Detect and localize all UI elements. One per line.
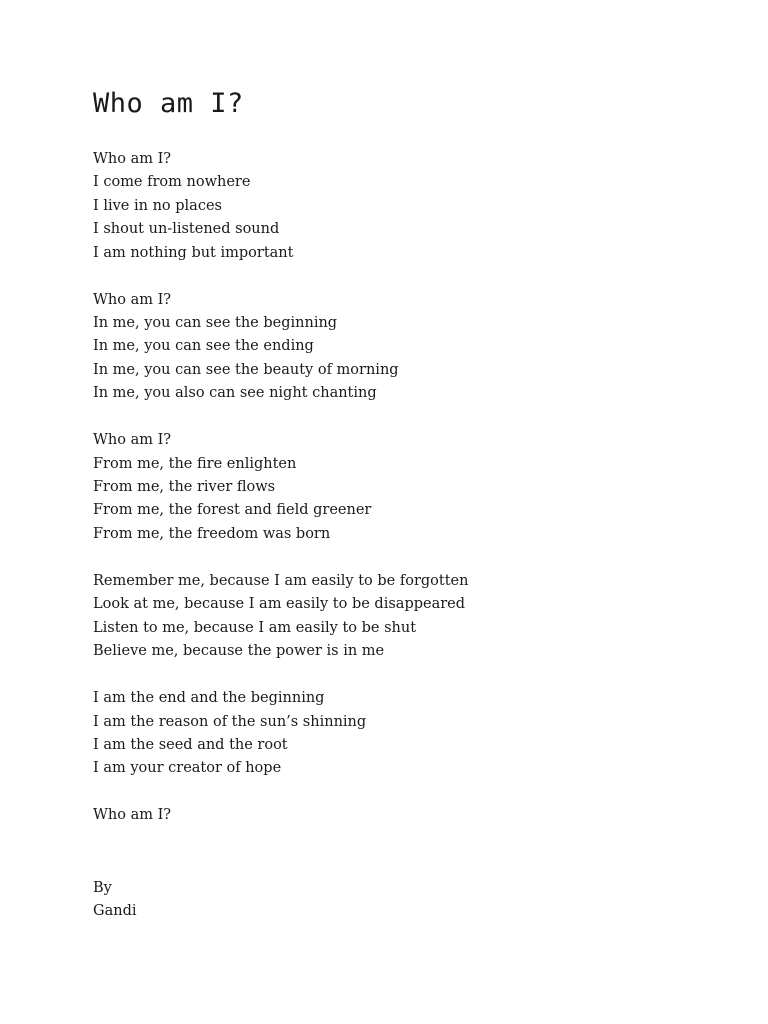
poem-line: In me, you can see the beauty of morning: [93, 361, 399, 378]
poem-line: I am the seed and the root: [93, 736, 288, 753]
stanza-1: [93, 148, 693, 265]
poem-line: In me, you can see the ending: [93, 338, 314, 355]
stanza-4: [93, 570, 693, 664]
byline: [93, 877, 137, 924]
poem-line: I am your creator of hope: [93, 760, 282, 777]
poem-line: Remember me, because I am easily to be forgotten: [93, 572, 469, 589]
poem-line: Who am I?: [93, 291, 172, 308]
poem-line: From me, the forest and field greener: [93, 502, 372, 519]
poem-line: Look at me, because I am easily to be disappeared: [93, 596, 466, 613]
poem-line: Believe me, because the power is in me: [93, 643, 385, 660]
poem-line: I am nothing but important: [93, 244, 294, 261]
poem-line: Who am I?: [93, 807, 172, 824]
stanza-6: [93, 804, 693, 827]
poem-line: Listen to me, because I am easily to be shut: [93, 619, 417, 636]
poem-line: I live in no places: [93, 197, 222, 214]
poem-line: I am the reason of the sun’s shinning: [93, 713, 367, 730]
poem-line: Who am I?: [93, 432, 172, 449]
poem-line: I come from nowhere: [93, 174, 251, 191]
stanza-3: [93, 429, 693, 546]
poem-line: In me, you also can see night chanting: [93, 385, 377, 402]
byline-by: By: [93, 880, 112, 896]
poem-line: Who am I?: [93, 151, 172, 167]
byline-author: Gandi: [93, 903, 137, 920]
poem-title: Who am I?: [93, 88, 244, 119]
poem-line: In me, you can see the beginning: [93, 315, 338, 332]
poem-line: From me, the river flows: [93, 479, 276, 496]
stanza-5: [93, 687, 693, 781]
poem-line: I am the end and the beginning: [93, 690, 325, 707]
poem-line: I shout un-listened sound: [93, 221, 280, 238]
poem-body: [93, 148, 693, 851]
stanza-2: [93, 289, 693, 406]
poem-line: From me, the freedom was born: [93, 525, 331, 542]
poem-line: From me, the fire enlighten: [93, 455, 297, 472]
